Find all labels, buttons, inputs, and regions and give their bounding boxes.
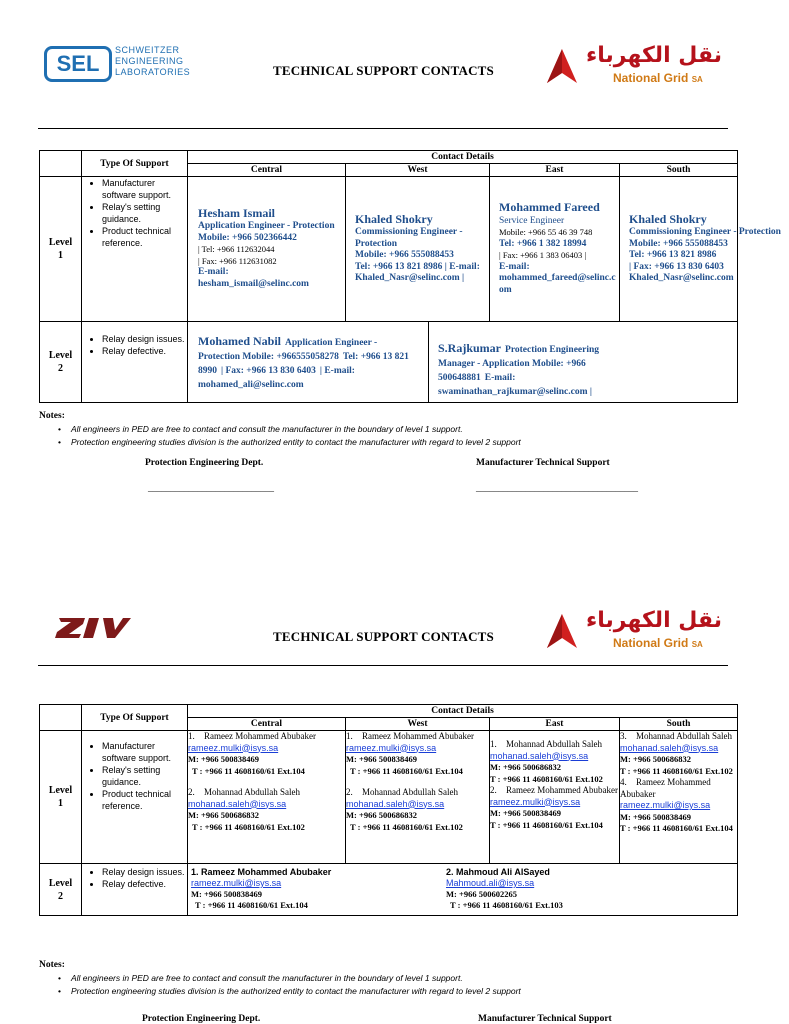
list-item: • Relay defective. (102, 345, 187, 357)
note-item: • All engineers in PED are free to contact and consult the manufacturer in the boundary of level 1 support. (58, 973, 463, 983)
region-header-south: South (620, 718, 738, 731)
list-item: • Relay design issues. (102, 866, 187, 878)
region-header-south: South (620, 164, 738, 177)
note-item: • All engineers in PED are free to contact and consult the manufacturer in the boundary of level 1 support. (58, 424, 463, 434)
email-link[interactable]: mohanad.saleh@isys.sa (188, 798, 287, 809)
level-1-support-list (82, 740, 187, 812)
sel-logo-text (115, 45, 190, 78)
notes-heading-2: Notes: (39, 960, 65, 970)
sel-logo-line-1: SCHWEITZER (115, 45, 180, 55)
email-link[interactable]: rameez.mulki@isys.sa (191, 878, 282, 888)
level-1-label: Level 1 (40, 731, 82, 864)
page-title-1: TECHNICAL SUPPORT CONTACTS (273, 63, 494, 78)
contacts-table-1 (39, 150, 781, 403)
level-2-label: Level 2 (40, 864, 82, 916)
contact-level-2-b: 2. Mahmoud Ali AlSayed Mahmoud.ali@isys.sa M: +966 500602265 T : +966 11 4608160/61 Ext.103 (446, 867, 563, 910)
type-of-support-header: Type Of Support (82, 705, 188, 731)
region-header-central: Central (188, 718, 346, 731)
list-item: • Manufacturer software support. (102, 740, 187, 764)
notes-heading-1: Notes: (39, 411, 65, 421)
contact-central-l1: 1. Rameez Mohammed Abubaker rameez.mulki@isys.sa M: +966 500838469 T : +966 11 4608160/61 Ext.104 2. Mohannad Abdullah Saleh mohanad.saleh@isys.sa M: +966 500686832 T : +966 11 4608160/61 Ext.102 (188, 731, 346, 864)
header-rule-1 (38, 128, 728, 129)
national-grid-english: National Grid SA (613, 71, 703, 85)
email-link[interactable]: mohanad.saleh@isys.sa (346, 798, 445, 809)
list-item: • Relay design issues. (102, 333, 187, 345)
column-divider (428, 322, 429, 403)
region-header-central: Central (188, 164, 346, 177)
list-item: • Manufacturer software support. (102, 177, 187, 201)
signature-right-2: Manufacturer Technical Support (478, 1014, 612, 1024)
email-link[interactable]: Khaled_Nasr@selinc.com (629, 273, 734, 283)
region-header-west: West (346, 164, 490, 177)
email-link[interactable]: mohammed_fareed@selinc.com (499, 273, 616, 295)
email-link[interactable]: rameez.mulki@isys.sa (490, 796, 581, 807)
level-2-label: Level 2 (40, 322, 82, 403)
national-grid-logo-1 (545, 45, 730, 91)
page-title-2: TECHNICAL SUPPORT CONTACTS (273, 629, 494, 644)
signature-left-2: Protection Engineering Dept. (142, 1014, 261, 1024)
contact-level-2-a: 1. Rameez Mohammed Abubaker rameez.mulki@isys.sa M: +966 500838469 T : +966 11 4608160/61 Ext.104 (191, 867, 332, 910)
contact-east-l1: 1. Mohannad Abdullah Saleh mohanad.saleh@isys.sa M: +966 500686832 T : +966 11 4608160/61 Ext.102 2. Rameez Mohammed Abubaker rameez.mulki@isys.sa M: +966 500838469 T : +966 11 4608160/61 Ext.104 (490, 731, 620, 864)
email-link[interactable]: swaminathan_rajkumar@selinc.com (438, 387, 588, 397)
list-item: • Relay defective. (102, 878, 187, 890)
flame-icon (545, 612, 579, 652)
signature-line-right: ____________________________________ (476, 483, 638, 493)
notes-list-2 (58, 973, 521, 996)
flame-icon (545, 47, 579, 87)
level-1-label: Level 1 (40, 177, 82, 322)
email-link[interactable]: Khaled_Nasr@selinc.com (355, 273, 460, 283)
email-link[interactable]: rameez.mulki@isys.sa (188, 742, 279, 753)
contact-level-2-a: Mohamed Nabil Application Engineer - Protection Mobile: +966555058278 Tel: +966 13 821 8990 | Fax: +966 13 830 6403 | E-mail: mohamed_ali@selinc.com (198, 334, 409, 390)
header-rule-2 (38, 665, 728, 666)
email-link[interactable]: Mahmoud.ali@isys.sa (446, 878, 535, 888)
contact-details-header: Contact Details (188, 151, 738, 164)
ziv-logo (55, 616, 131, 642)
email-link[interactable]: mohamed_ali@selinc.com (198, 380, 304, 390)
national-grid-logo-2 (545, 610, 730, 656)
contact-west-l1: Khaled Shokry Commissioning Engineer - Protection Mobile: +966 555088453 Tel: +966 13 821 8986 | E-mail: Khaled_Nasr@selinc.com | (346, 177, 490, 322)
national-grid-arabic: نقل الكهرباء (586, 43, 722, 68)
signature-right-1: Manufacturer Technical Support (476, 458, 610, 468)
region-header-east: East (490, 718, 620, 731)
level-2-support-list (82, 333, 187, 357)
contact-south-l1: 3. Mohannad Abdullah Saleh mohanad.saleh@isys.sa M: +966 500686832 T : +966 11 4608160/61 Ext.102 4. Rameez Mohammed Abubaker rameez.mulki@isys.sa M: +966 500838469 T : +966 11 4608160/61 Ext.104 (620, 731, 738, 864)
sel-logo-line-2: ENGINEERING (115, 56, 184, 66)
notes-list-1 (58, 424, 521, 447)
contact-west-l1: 1. Rameez Mohammed Abubaker rameez.mulki@isys.sa M: +966 500838469 T : +966 11 4608160/61 Ext.104 2. Mohannad Abdullah Saleh mohanad.saleh@isys.sa M: +966 500686832 T : +966 11 4608160/61 Ext.102 (346, 731, 490, 864)
note-item: • Protection engineering studies division is the authorized entity to contact the manufacturer with regard to level 2 support (58, 437, 521, 447)
sel-logo-line-3: LABORATORIES (115, 67, 191, 77)
note-item: • Protection engineering studies division is the authorized entity to contact the manufacturer with regard to level 2 support (58, 986, 521, 996)
email-link[interactable]: rameez.mulki@isys.sa (620, 800, 711, 810)
signature-left-1: Protection Engineering Dept. (145, 458, 264, 468)
region-header-west: West (346, 718, 490, 731)
email-link[interactable]: rameez.mulki@isys.sa (346, 742, 437, 753)
region-header-east: East (490, 164, 620, 177)
signature-line-left: ____________________________ (148, 483, 274, 493)
contact-central-l1: Hesham Ismail Application Engineer - Protection Mobile: +966 502366442 | Tel: +966 112632044 | Fax: +966 112631082 E-mail: hesham_ismail@selinc.com (188, 177, 346, 322)
level-2-support-list (82, 866, 187, 890)
email-link[interactable]: mohanad.saleh@isys.sa (620, 742, 719, 753)
contact-east-l1: Mohammed Fareed Service Engineer Mobile: +966 55 46 39 748 Tel: +966 1 382 18994 | Fax: +966 1 383 06403 | E-mail: mohammed_fareed@selinc.com (490, 177, 620, 322)
email-link[interactable]: mohanad.saleh@isys.sa (490, 750, 589, 761)
contact-level-2-b: S.Rajkumar Protection Engineering Manager - Application Mobile: +966 500648881 E-mail: swaminathan_rajkumar@selinc.com | (438, 341, 600, 397)
list-item: • Relay's setting guidance. (102, 764, 187, 788)
email-link[interactable]: hesham_ismail@selinc.com (198, 278, 309, 289)
type-of-support-header: Type Of Support (82, 151, 188, 177)
national-grid-english: National Grid SA (613, 636, 703, 650)
sel-logo: SEL (44, 46, 112, 82)
level-1-support-list (82, 177, 187, 249)
list-item: • Product technical reference. (102, 225, 187, 249)
contact-south-l1: Khaled Shokry Commissioning Engineer - Protection Mobile: +966 555088453 Tel: +966 13 821 8986 | Fax: +966 13 830 6403 Khaled_Nasr@selinc.com (620, 177, 738, 322)
contacts-table-2 (39, 704, 738, 916)
list-item: • Product technical reference. (102, 788, 187, 812)
list-item: • Relay's setting guidance. (102, 201, 187, 225)
contact-details-header: Contact Details (188, 705, 738, 718)
national-grid-arabic: نقل الكهرباء (586, 608, 722, 633)
